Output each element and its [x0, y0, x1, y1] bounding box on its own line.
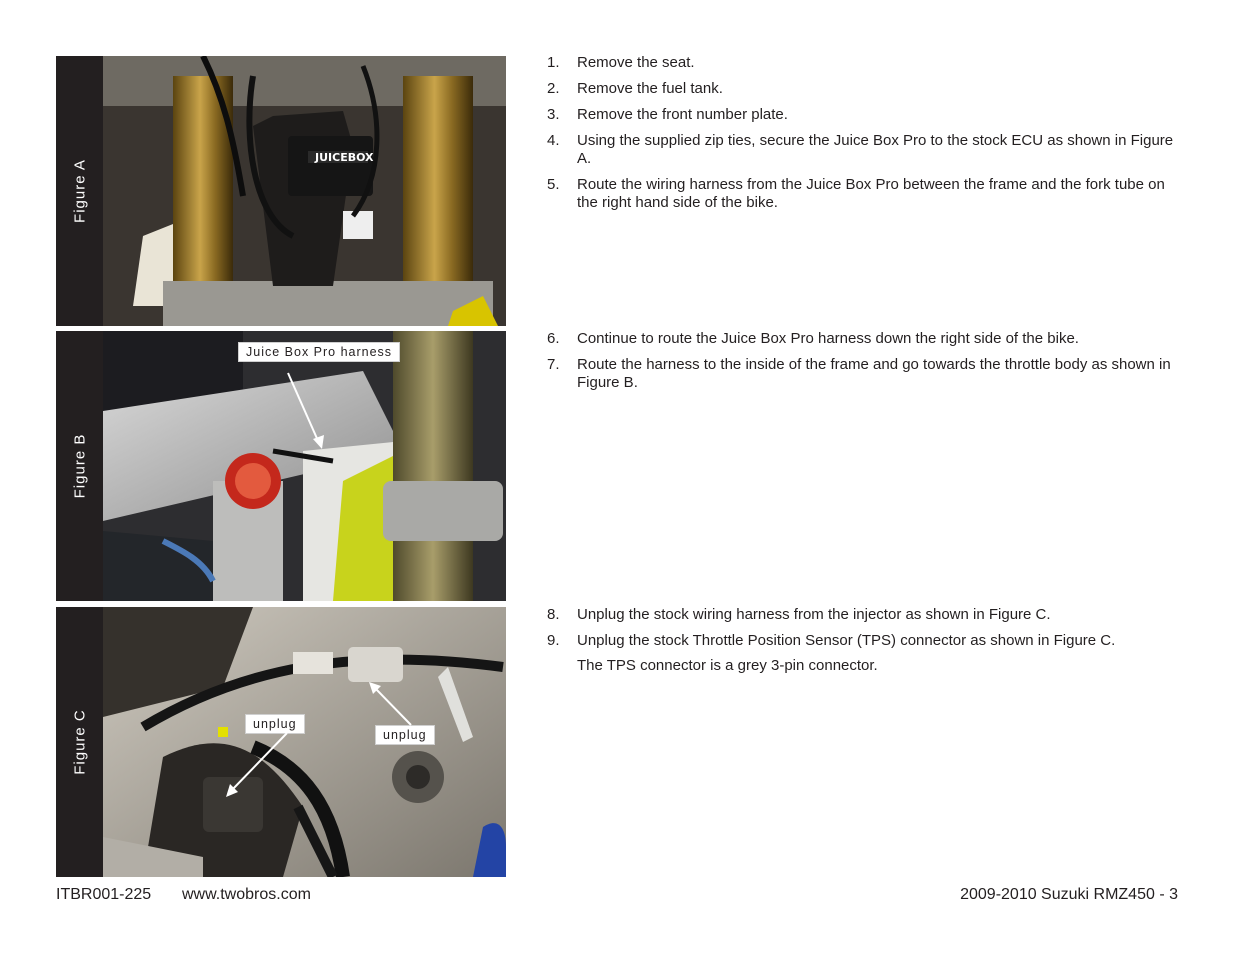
step-item: 4. Using the supplied zip ties, secure the Juice Box Pro to the stock ECU as shown in Figure A.	[547, 132, 1174, 167]
callout-unplug-tps: unplug	[375, 725, 435, 745]
tps-note: The TPS connector is a grey 3-pin connector.	[577, 657, 878, 674]
figure-c-label: Figure C	[71, 709, 88, 775]
figure-a-label: Figure A	[71, 159, 88, 223]
step-item: 3. Remove the front number plate.	[547, 106, 788, 123]
callout-unplug-injector: unplug	[245, 714, 305, 734]
juicebox-logo-text: JUICEBOX	[315, 151, 374, 164]
step-item: 2. Remove the fuel tank.	[547, 80, 723, 97]
figure-a	[56, 56, 506, 326]
figure-b	[56, 331, 506, 601]
figure-c	[56, 607, 506, 877]
figure-a-label-bar	[56, 56, 103, 326]
callout-juice-box-pro-harness: Juice Box Pro harness	[238, 342, 400, 362]
step-item: 6. Continue to route the Juice Box Pro harness down the right side of the bike.	[547, 330, 1079, 347]
step-item: 8. Unplug the stock wiring harness from the injector as shown in Figure C.	[547, 606, 1051, 623]
step-item: 5. Route the wiring harness from the Juice Box Pro between the frame and the fork tube on the right hand side of the bike.	[547, 176, 1165, 211]
steps-group-c	[547, 606, 1187, 658]
steps-group-a	[547, 54, 1187, 220]
callout-arrow	[286, 371, 326, 451]
figure-c-photo	[103, 607, 506, 877]
figure-c-label-bar	[56, 607, 103, 877]
footer-model-page: 2009-2010 Suzuki RMZ450 - 3	[960, 886, 1178, 903]
figure-b-label: Figure B	[71, 433, 88, 499]
callout-arrow-injector	[221, 731, 291, 801]
steps-group-b	[547, 330, 1187, 400]
step-item: 7. Route the harness to the inside of the frame and go towards the throttle body as shown in Figure B.	[547, 356, 1171, 391]
step-item: 9. Unplug the stock Throttle Position Sensor (TPS) connector as shown in Figure C.	[547, 632, 1116, 649]
callout-arrow-tps	[366, 679, 416, 729]
footer-url[interactable]: www.twobros.com	[182, 886, 311, 903]
figure-a-photo	[103, 56, 506, 326]
footer-part-number: ITBR001-225	[56, 886, 152, 903]
figure-b-label-bar	[56, 331, 103, 601]
step-item: 1. Remove the seat.	[547, 54, 695, 71]
